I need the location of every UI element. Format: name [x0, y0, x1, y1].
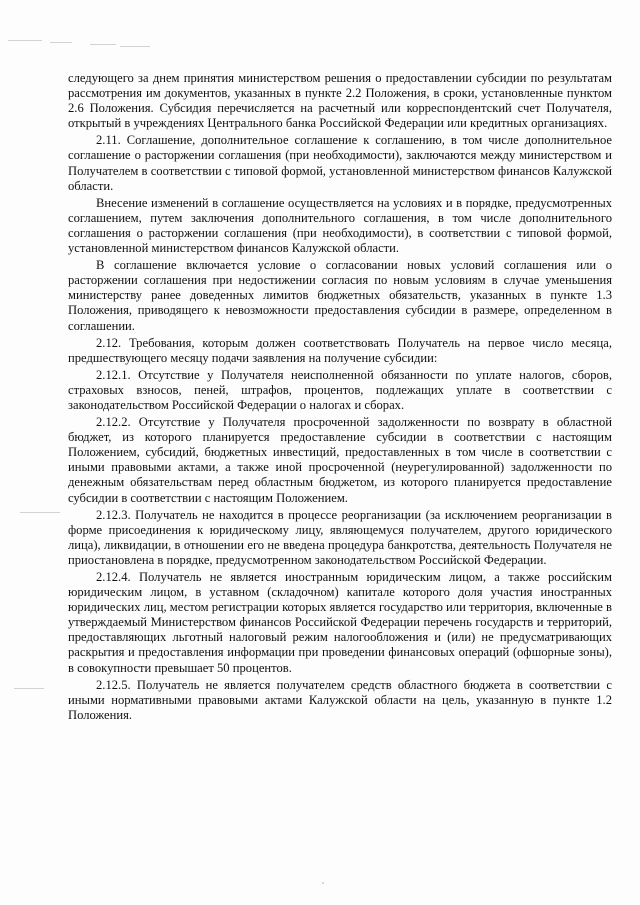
paragraph-2-11: 2.11. Соглашение, дополнительное соглашение к соглашению, в том числе дополнительное соглашение о расторжении соглашения (при необходимости), заключаются между министерством и Получателем в соответствии с типовой формой, установленной министерством финансов Калужской области.: [68, 133, 612, 193]
paragraph-continuation: следующего за днем принятия министерством решения о предоставлении субсидии по результатам рассмотрения им документов, указанных в пункте 2.2 Положения, в сроки, установленные пунктом 2.6 Положения. Субсидия перечисляется на расчетный или корреспондентский счет Получателя, открытый в учреждениях Центрального банка Российской Федерации или кредитных организациях.: [68, 71, 612, 131]
paragraph-agreement-condition: В соглашение включается условие о согласовании новых условий соглашения или о расторжении соглашения при недостижении согласия по новым условиям в случае уменьшения министерству ранее доведенных лимитов бюджетных обязательств, указанных в пункте 1.3 Положения, приводящего к невозможности предоставления субсидии в размере, определенном в соглашении.: [68, 258, 612, 333]
scan-artifact: [8, 40, 42, 41]
paragraph-2-12-5: 2.12.5. Получатель не является получателем средств областного бюджета в соответствии с иными нормативными правовыми актами Калужской области на цель, указанную в пункте 1.2 Положения.: [68, 677, 612, 722]
paragraph-2-12: 2.12. Требования, которым должен соответствовать Получатель на первое число месяца, предшествующего месяцу подачи заявления на получение субсидии:: [68, 335, 612, 365]
paragraph-2-12-4: 2.12.4. Получатель не является иностранным юридическим лицом, а также российским юридическим лицом, в уставном (складочном) капитале которого доля участия иностранных юридических лиц, местом регистрации которых является государство или территория, включенные в утверждаемый Министерством финансов Российской Федерации перечень государств и территорий, предоставляющих льготный налоговый режим налогообложения и (или) не предусматривающих раскрытия и предоставления информации при проведении финансовых операций (офшорные зоны), в совокупности превышает 50 процентов.: [68, 570, 612, 675]
scan-artifact: [20, 512, 60, 513]
paragraph-amendments: Внесение изменений в соглашение осуществляется на условиях и в порядке, предусмотренных соглашением, путем заключения дополнительного соглашения, в том числе дополнительного соглашения о расторжении соглашения (при необходимости), в соответствии с типовой формой, установленной министерством финансов Калужской области.: [68, 195, 612, 256]
paragraph-2-12-1: 2.12.1. Отсутствие у Получателя неисполненной обязанности по уплате налогов, сборов, страховых взносов, пеней, штрафов, процентов, подлежащих уплате в соответствии с законодательством Российской Федерации о налогах и сборах.: [68, 367, 612, 412]
paragraph-2-12-2: 2.12.2. Отсутствие у Получателя просроченной задолженности по возврату в областной бюджет, из которого планируется предоставление субсидии в соответствии с настоящим Положением, субсидий, бюджетных инвестиций, предоставленных в том числе в соответствии с иными правовыми актами, а также иной просроченной (неурегулированной) задолженности по денежным обязательствам перед областным бюджетом, из которого планируется предоставление субсидии в соответствии с настоящим Положением.: [68, 415, 612, 505]
scan-artifact: [120, 46, 150, 47]
scan-artifact: [90, 44, 116, 45]
scan-artifact: [50, 42, 72, 43]
paragraph-2-12-3: 2.12.3. Получатель не находится в процессе реорганизации (за исключением реорганизации в форме присоединения к юридическому лицу, являющемуся получателем, другого юридического лица), ликвидации, в отношении его не введена процедура банкротства, деятельность Получателя не приостановлена в порядке, предусмотренном законодательством Российской Федерации.: [68, 507, 612, 567]
scan-artifact: [14, 688, 44, 689]
document-text: [68, 71, 612, 723]
scan-artifact: [322, 882, 324, 884]
